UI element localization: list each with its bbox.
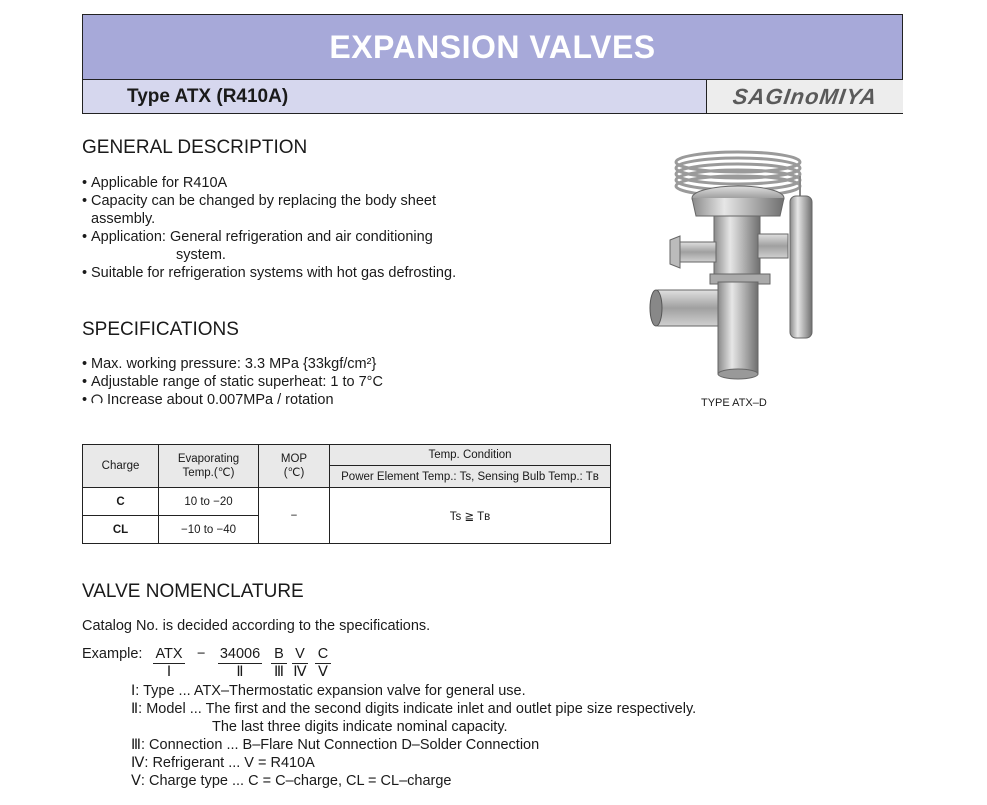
list-item-continuation: assembly. xyxy=(91,211,156,227)
part-code: 34006 xyxy=(219,646,261,662)
list-item: • Application: General refrigeration and air conditioning xyxy=(82,228,502,246)
table-cell: −10 to −40 xyxy=(159,516,259,544)
part-code: V xyxy=(292,645,308,664)
list-item: • Suitable for refrigeration systems with hot gas defrosting. xyxy=(82,264,502,282)
legend-refrigerant: Ⅳ: Refrigerant ... V = R410A xyxy=(131,755,315,771)
table-header-mop-line1: MOP xyxy=(280,453,308,465)
rotation-text: Increase about 0.007MPa / rotation xyxy=(107,392,334,408)
example-label: Example: xyxy=(82,646,143,662)
legend-type: Ⅰ: Type ... ATX–Thermostatic expansion valve for general use. xyxy=(131,683,526,699)
table-header-mop xyxy=(259,445,330,488)
valve-image xyxy=(640,140,830,390)
part-numeral: Ⅴ xyxy=(318,664,328,680)
part-numeral: Ⅰ xyxy=(166,664,172,680)
charge-table xyxy=(82,444,611,544)
list-item: • Max. working pressure: 3.3 MPa {33kgf/cm²} xyxy=(82,355,502,373)
part-code: C xyxy=(315,645,331,664)
part-numeral: Ⅱ xyxy=(236,664,244,680)
example-part-1 xyxy=(153,645,185,680)
legend-model-continuation: The last three digits indicate nominal capacity. xyxy=(212,719,508,735)
nomenclature-heading: VALVE NOMENCLATURE xyxy=(82,581,304,602)
list-item: • Adjustable range of static superheat: 1 to 7°C xyxy=(82,373,502,391)
subtitle-bar xyxy=(82,80,903,114)
table-header-charge: Charge xyxy=(83,445,159,488)
specifications-heading: SPECIFICATIONS xyxy=(82,319,239,340)
legend-model: Ⅱ: Model ... The first and the second digits indicate inlet and outlet pipe size respectively. xyxy=(131,701,697,717)
specifications-list xyxy=(82,355,502,409)
list-item-continuation: system. xyxy=(176,247,226,263)
table-header-temp-sub: Power Element Temp.: Ts, Sensing Bulb Temp.: Tʙ xyxy=(330,466,611,488)
logo-text: SAGInoMIYA xyxy=(731,83,879,109)
list-item: • Applicable for R410A xyxy=(82,174,502,192)
table-header-mop-line2: (℃) xyxy=(283,467,305,479)
rotation-icon xyxy=(91,393,103,405)
example-part-2 xyxy=(218,645,262,680)
table-cell-condition: Ts ≧ Tʙ xyxy=(330,488,611,544)
example-part-3 xyxy=(271,645,287,680)
table-header-temp-condition: Temp. Condition xyxy=(330,445,611,466)
type-label: Type ATX (R410A) xyxy=(83,80,707,113)
part-numeral: Ⅳ xyxy=(293,664,307,680)
list-item: • Capacity can be changed by replacing the body sheet xyxy=(82,192,502,210)
example-dash: − xyxy=(197,646,206,662)
legend-connection: Ⅲ: Connection ... B–Flare Nut Connection D–Solder Connection xyxy=(131,737,540,753)
part-code: ATX xyxy=(153,645,185,664)
table-cell: 10 to −20 xyxy=(159,488,259,516)
table-cell: C xyxy=(83,488,159,516)
table-header-evap-line2: Temp.(℃) xyxy=(182,467,235,479)
brand-logo xyxy=(707,80,903,113)
table-row xyxy=(83,488,611,516)
general-description-list xyxy=(82,174,502,282)
example-part-4 xyxy=(292,645,308,680)
part-code: B xyxy=(271,645,287,664)
legend-charge-type: Ⅴ: Charge type ... C = C–charge, CL = CL–charge xyxy=(131,773,452,789)
part-numeral: Ⅲ xyxy=(274,664,284,680)
nomenclature-legend xyxy=(131,682,771,790)
general-description-heading: GENERAL DESCRIPTION xyxy=(82,137,308,158)
nomenclature-intro: Catalog No. is decided according to the specifications. xyxy=(82,618,431,634)
example-part-5 xyxy=(315,645,331,680)
title-banner xyxy=(82,14,903,80)
page-title: EXPANSION VALVES xyxy=(329,28,656,65)
table-header-evap xyxy=(159,445,259,488)
image-caption: TYPE ATX–D xyxy=(701,397,767,409)
list-item xyxy=(82,391,502,409)
table-header-evap-line1: Evaporating xyxy=(177,453,240,465)
table-cell: CL xyxy=(83,516,159,544)
table-cell-mop: − xyxy=(259,488,330,544)
